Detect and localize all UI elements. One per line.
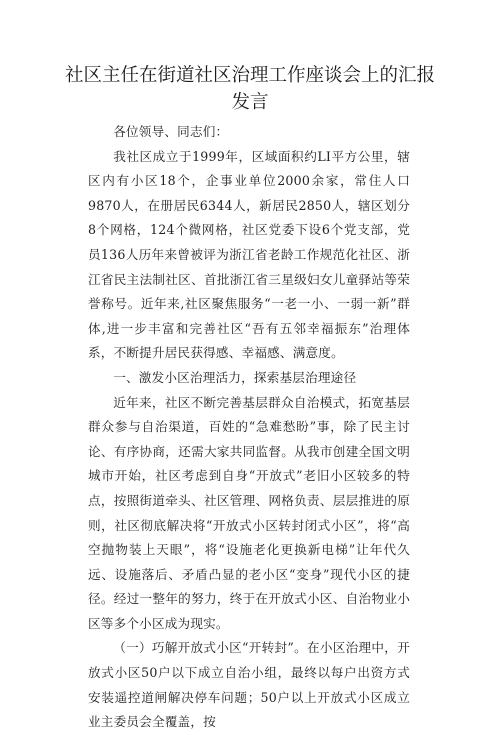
paragraph-intro: 我社区成立于1999年，区域面积约LI平方公里，辖区内有小区18个，企事业单位2000余家，常住人口9870人，在册居民6344人，新居民2850人，辖区划分8个网格，124个微网格，社区党委下设6个党支部，党员136人历年来曾被评为浙江省老龄工作规范化社区、浙江省民主法制社区、首批浙江省三星级妇女儿童驿站等荣誉称号。近年来,社区聚焦服务“一老一小、一弱一新”群体,进一步丰富和完善社区“吾有五邻幸福振东”治理体系，不断提升居民获得感、幸福感、满意度。	[88, 148, 410, 361]
section-heading-1: 一、激发小区治理活力，探索基层治理途径	[113, 369, 357, 385]
document-body	[88, 120, 410, 735]
paragraph-subsection-1: （一）巧解开放式小区“开转封”。在小区治理中，开放式小区50户以下成立自治小组，最终以每户出资方式安装遥控道闸解决停车问题；50户以上开放式小区成立业主委员会全覆盖，按	[88, 640, 410, 730]
salutation: 各位领导、同志们：	[113, 124, 229, 139]
paragraph-section-1: 近年来，社区不断完善基层群众自治模式，拓宽基层群众参与自治渠道，百姓的“急难愁盼”事，除了民主讨论、有序协商，还需大家共同监督。从我市创建全国文明城市开始，社区考虑到自身“开放式”老旧小区较多的特点，按照街道牵头、社区管理、网格负责、层层推进的原则，社区彻底解决将“开放式小区转封闭式小区”，将“高空抛物装上天眼”，将“设施老化更换新电梯”让年代久远、设施落后、矛盾凸显的老小区“变身”现代小区的捷径。经过一整年的努力，终于在开放式小区、自治物业小区等多个小区成为现实。	[88, 394, 410, 631]
document-title: 社区主任在街道社区治理工作座谈会上的汇报发言	[64, 65, 435, 113]
